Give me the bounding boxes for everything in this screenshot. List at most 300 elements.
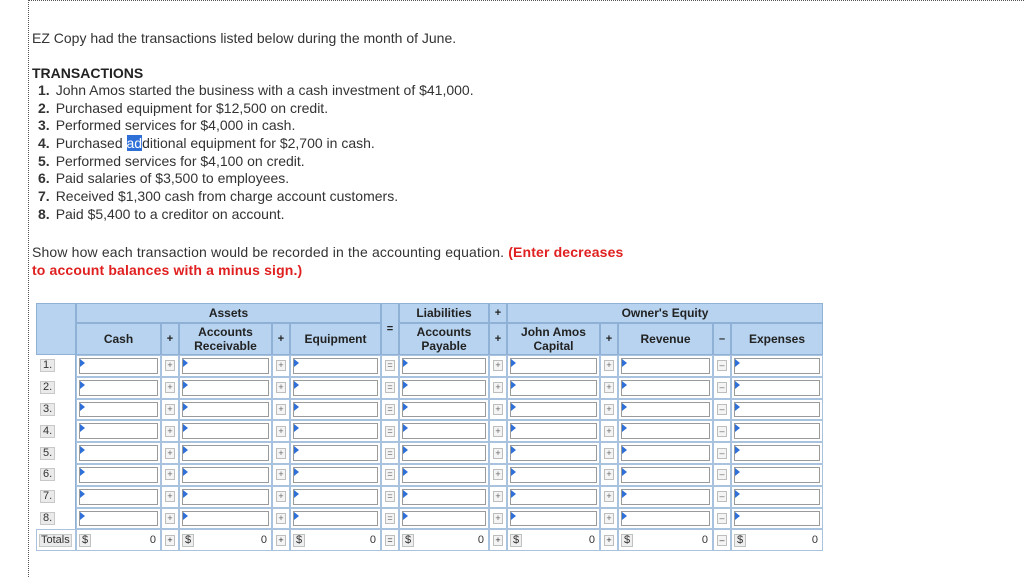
owners-equity-group-header — [507, 303, 823, 323]
minus-operator-header — [713, 323, 731, 355]
entry-input-equipment[interactable] — [293, 358, 378, 374]
operator-label: – — [718, 333, 726, 345]
equals-operator-total — [381, 529, 399, 551]
cell-revenue — [618, 464, 713, 486]
entry-input-cash[interactable] — [79, 402, 158, 418]
minus-operator-cell — [713, 399, 731, 421]
cell-equipment — [290, 420, 381, 442]
operator-label: + — [277, 333, 285, 345]
minus-operator-cell — [713, 486, 731, 508]
transaction-item — [38, 135, 474, 153]
row-label — [36, 508, 76, 530]
entry-input-accounts-payable[interactable] — [402, 358, 486, 374]
entry-input-expenses[interactable] — [734, 358, 820, 374]
operator-sign: + — [165, 513, 175, 524]
entry-input-revenue[interactable] — [621, 358, 710, 374]
plus-operator-cell — [489, 442, 507, 464]
transaction-text: John Amos started the business with a cash investment of $41,000. — [55, 82, 474, 98]
plus-operator-cell — [600, 508, 618, 530]
column-header-john-amos-capital — [507, 323, 600, 355]
header-corner — [36, 303, 76, 355]
total-accounts-receivable — [179, 529, 272, 551]
entry-input-john-amos-capital[interactable] — [510, 511, 597, 527]
assets-group-header — [76, 303, 381, 323]
entry-input-accounts-payable[interactable] — [402, 489, 486, 505]
input-marker-icon — [183, 446, 188, 454]
transaction-number: 6. — [38, 170, 50, 187]
entry-input-cash[interactable] — [79, 423, 158, 439]
plus-operator-cell — [489, 399, 507, 421]
operator-sign: – — [717, 382, 727, 393]
plus-operator-cell — [272, 508, 290, 530]
entry-input-accounts-receivable[interactable] — [182, 423, 269, 439]
input-marker-icon — [735, 512, 740, 520]
row-label — [36, 377, 76, 399]
cell-john-amos-capital — [507, 420, 600, 442]
entry-input-accounts-receivable[interactable] — [182, 511, 269, 527]
operator-sign: – — [717, 469, 727, 480]
cell-accounts-payable — [399, 486, 489, 508]
plus-operator-cell — [489, 508, 507, 530]
plus-operator-cell — [161, 464, 179, 486]
row-number: 6. — [40, 468, 55, 481]
operator-label: + — [494, 307, 502, 319]
cell-expenses — [731, 508, 823, 530]
entry-input-accounts-receivable[interactable] — [182, 467, 269, 483]
cell-equipment — [290, 399, 381, 421]
entry-input-accounts-payable[interactable] — [402, 423, 486, 439]
cell-accounts-receivable — [179, 508, 272, 530]
transaction-item — [38, 100, 474, 118]
column-header-cash — [76, 323, 161, 355]
entry-input-equipment[interactable] — [293, 467, 378, 483]
question-intro: EZ Copy had the transactions listed below during the month of June. — [32, 30, 457, 46]
input-marker-icon — [511, 490, 516, 498]
plus-operator-cell — [272, 486, 290, 508]
transaction-text: Performed services for $4,000 in cash. — [55, 117, 296, 134]
minus-operator-cell — [713, 464, 731, 486]
total-expenses — [731, 529, 823, 551]
entry-input-cash[interactable] — [79, 380, 158, 396]
operator-sign: – — [717, 360, 727, 371]
operator-sign: + — [604, 382, 614, 393]
cell-accounts-receivable — [179, 420, 272, 442]
cell-accounts-payable — [399, 399, 489, 421]
entry-input-equipment[interactable] — [293, 511, 378, 527]
minus-operator-cell — [713, 442, 731, 464]
plus-operator-cell — [161, 508, 179, 530]
total-value: 0 — [588, 534, 595, 547]
transaction-text: Performed services for $4,100 on credit. — [55, 152, 305, 169]
row-number: 1. — [40, 359, 55, 372]
cell-accounts-payable — [399, 377, 489, 399]
plus-operator-cell — [272, 420, 290, 442]
entry-input-equipment[interactable] — [293, 380, 378, 396]
input-marker-icon — [294, 512, 299, 520]
plus-operator-cell — [489, 464, 507, 486]
operator-sign: + — [165, 360, 175, 371]
owners-equity-label: Owner's Equity — [621, 306, 709, 320]
input-marker-icon — [80, 403, 85, 411]
row-label — [36, 486, 76, 508]
input-marker-icon — [183, 403, 188, 411]
plus-operator-cell — [161, 355, 179, 377]
operator-sign: = — [385, 404, 395, 415]
cell-john-amos-capital — [507, 464, 600, 486]
operator-sign: – — [717, 404, 727, 415]
entry-input-expenses[interactable] — [734, 402, 820, 418]
cell-cash — [76, 464, 161, 486]
entry-input-expenses[interactable] — [734, 380, 820, 396]
cell-equipment — [290, 442, 381, 464]
input-marker-icon — [294, 403, 299, 411]
input-marker-icon — [294, 468, 299, 476]
total-revenue — [618, 529, 713, 551]
entry-input-john-amos-capital[interactable] — [510, 489, 597, 505]
input-marker-icon — [80, 446, 85, 454]
plus-operator-cell — [600, 399, 618, 421]
entry-input-equipment[interactable] — [293, 423, 378, 439]
cell-equipment — [290, 377, 381, 399]
input-marker-icon — [403, 424, 408, 432]
entry-input-accounts-receivable[interactable] — [182, 380, 269, 396]
cell-accounts-payable — [399, 464, 489, 486]
row-label — [36, 399, 76, 421]
equals-operator-cell — [381, 420, 399, 442]
operator-sign: + — [493, 360, 503, 371]
entry-input-equipment[interactable] — [293, 489, 378, 505]
plus-operator-cell — [272, 442, 290, 464]
cell-accounts-payable — [399, 508, 489, 530]
input-marker-icon — [511, 468, 516, 476]
row-number: 2. — [40, 381, 55, 394]
operator-sign: = — [385, 491, 395, 502]
column-header-accounts-receivable — [179, 323, 272, 355]
cell-accounts-payable — [399, 442, 489, 464]
operator-sign: + — [165, 426, 175, 437]
entry-input-john-amos-capital[interactable] — [510, 380, 597, 396]
liabilities-group-header — [399, 303, 489, 323]
entry-input-accounts-payable[interactable] — [402, 445, 486, 461]
entry-input-revenue[interactable] — [621, 445, 710, 461]
total-value: 0 — [811, 534, 818, 547]
total-value: 0 — [369, 534, 376, 547]
input-marker-icon — [294, 424, 299, 432]
input-marker-icon — [183, 490, 188, 498]
column-header-label: Expenses — [748, 332, 806, 346]
transaction-number: 8. — [38, 205, 50, 222]
equals-operator-cell — [381, 399, 399, 421]
operator-sign: = — [385, 360, 395, 371]
operator-sign: + — [604, 404, 614, 415]
input-marker-icon — [294, 359, 299, 367]
cell-accounts-receivable — [179, 355, 272, 377]
input-marker-icon — [183, 424, 188, 432]
instruction-text: Show how each transaction would be recorded in the accounting equation. (Enter decreases to account balances with a minus sign.) — [32, 244, 624, 278]
input-marker-icon — [403, 446, 408, 454]
instruction-emphasis: (Enter decreases to account balances with a minus sign.) — [32, 244, 624, 278]
plus-operator-cell — [600, 377, 618, 399]
plus-operator-cell — [489, 420, 507, 442]
entry-input-revenue[interactable] — [621, 511, 710, 527]
entry-input-accounts-receivable[interactable] — [182, 489, 269, 505]
operator-sign: + — [165, 491, 175, 502]
input-marker-icon — [735, 424, 740, 432]
input-marker-icon — [622, 424, 627, 432]
operator-label: + — [494, 333, 502, 345]
cell-expenses — [731, 399, 823, 421]
entry-input-expenses[interactable] — [734, 511, 820, 527]
input-marker-icon — [622, 446, 627, 454]
transaction-text: Paid salaries of $3,500 to employees. — [55, 170, 290, 187]
input-marker-icon — [403, 359, 408, 367]
column-header-accounts-payable — [399, 323, 489, 355]
entry-input-accounts-receivable[interactable] — [182, 402, 269, 418]
operator-sign: + — [604, 360, 614, 371]
entry-input-revenue[interactable] — [621, 489, 710, 505]
cell-revenue — [618, 355, 713, 377]
row-label — [36, 442, 76, 464]
cell-john-amos-capital — [507, 355, 600, 377]
entry-input-accounts-receivable[interactable] — [182, 358, 269, 374]
input-marker-icon — [511, 359, 516, 367]
accounting-equation-table — [36, 303, 823, 551]
operator-label: = — [386, 323, 394, 335]
operator-sign: + — [493, 426, 503, 437]
cell-accounts-receivable — [179, 442, 272, 464]
plus-operator-total — [272, 529, 290, 551]
cell-accounts-receivable — [179, 399, 272, 421]
input-marker-icon — [622, 381, 627, 389]
entry-input-cash[interactable] — [79, 467, 158, 483]
entry-input-revenue[interactable] — [621, 423, 710, 439]
operator-sign: + — [165, 469, 175, 480]
plus-operator-cell — [161, 420, 179, 442]
operator-sign: + — [493, 513, 503, 524]
cell-expenses — [731, 464, 823, 486]
plus-operator-header — [489, 303, 507, 323]
operator-sign: + — [604, 491, 614, 502]
operator-sign: + — [606, 534, 612, 545]
currency-sign: $ — [510, 534, 522, 547]
transaction-number: 4. — [38, 135, 50, 152]
cell-cash — [76, 377, 161, 399]
operator-sign: = — [385, 513, 395, 524]
operator-sign: + — [604, 448, 614, 459]
entry-input-revenue[interactable] — [621, 467, 710, 483]
input-marker-icon — [511, 512, 516, 520]
operator-sign: + — [493, 469, 503, 480]
input-marker-icon — [80, 381, 85, 389]
entry-input-expenses[interactable] — [734, 445, 820, 461]
transaction-number: 2. — [38, 99, 50, 116]
transaction-text: Received $1,300 cash from charge account customers. — [55, 188, 399, 205]
plus-operator-cell — [272, 377, 290, 399]
transaction-number: 3. — [38, 117, 50, 134]
operator-sign: + — [604, 469, 614, 480]
entry-input-accounts-payable[interactable] — [402, 511, 486, 527]
transaction-item — [38, 82, 474, 100]
input-marker-icon — [622, 512, 627, 520]
column-header-expenses — [731, 323, 823, 355]
row-label — [36, 464, 76, 486]
plus-operator-cell — [600, 464, 618, 486]
total-value: 0 — [149, 534, 156, 547]
entry-input-revenue[interactable] — [621, 380, 710, 396]
input-marker-icon — [183, 512, 188, 520]
entry-input-john-amos-capital[interactable] — [510, 423, 597, 439]
input-marker-icon — [403, 403, 408, 411]
cell-cash — [76, 355, 161, 377]
entry-input-expenses[interactable] — [734, 467, 820, 483]
operator-sign: + — [276, 513, 286, 524]
entry-input-accounts-receivable[interactable] — [182, 445, 269, 461]
operator-sign: + — [276, 404, 286, 415]
cell-equipment — [290, 355, 381, 377]
operator-sign: – — [717, 448, 727, 459]
cell-expenses — [731, 377, 823, 399]
entry-input-john-amos-capital[interactable] — [510, 467, 597, 483]
plus-operator-header — [600, 323, 618, 355]
entry-input-john-amos-capital[interactable] — [510, 358, 597, 374]
transaction-number: 5. — [38, 152, 50, 169]
selected-text: ad — [126, 135, 143, 152]
currency-sign: $ — [79, 534, 91, 547]
entry-input-cash[interactable] — [79, 489, 158, 505]
plus-operator-total — [600, 529, 618, 551]
entry-input-accounts-payable[interactable] — [402, 402, 486, 418]
transactions-list — [38, 82, 474, 224]
equals-operator-cell — [381, 442, 399, 464]
entry-input-expenses[interactable] — [734, 489, 820, 505]
input-marker-icon — [183, 381, 188, 389]
operator-sign: = — [385, 469, 395, 480]
column-header-label: Equipment — [304, 332, 367, 346]
input-marker-icon — [80, 359, 85, 367]
input-marker-icon — [735, 468, 740, 476]
entry-input-accounts-payable[interactable] — [402, 467, 486, 483]
input-marker-icon — [735, 381, 740, 389]
plus-operator-cell — [272, 464, 290, 486]
column-header-label: Accounts Receivable — [194, 325, 257, 353]
equals-operator-cell — [381, 486, 399, 508]
operator-sign: + — [495, 534, 501, 545]
operator-sign: – — [717, 426, 727, 437]
entry-input-john-amos-capital[interactable] — [510, 445, 597, 461]
totals-label-cell — [36, 529, 76, 551]
cell-accounts-receivable — [179, 464, 272, 486]
cell-equipment — [290, 508, 381, 530]
plus-operator-cell — [489, 486, 507, 508]
minus-operator-cell — [713, 377, 731, 399]
plus-operator-cell — [600, 442, 618, 464]
cell-john-amos-capital — [507, 377, 600, 399]
transaction-item — [38, 188, 474, 206]
transaction-text: ditional equipment for $2,700 in cash. — [142, 135, 375, 152]
plus-operator-cell — [600, 420, 618, 442]
input-marker-icon — [511, 403, 516, 411]
total-accounts-payable — [399, 529, 489, 551]
minus-operator-total — [713, 529, 731, 551]
plus-operator-cell — [489, 355, 507, 377]
input-marker-icon — [294, 446, 299, 454]
cell-equipment — [290, 486, 381, 508]
entry-input-revenue[interactable] — [621, 402, 710, 418]
row-number: 8. — [40, 512, 55, 525]
minus-operator-cell — [713, 508, 731, 530]
currency-sign: $ — [402, 534, 414, 547]
total-equipment — [290, 529, 381, 551]
minus-operator-cell — [713, 355, 731, 377]
entry-input-equipment[interactable] — [293, 445, 378, 461]
entry-input-cash[interactable] — [79, 511, 158, 527]
cell-expenses — [731, 420, 823, 442]
input-marker-icon — [80, 490, 85, 498]
operator-sign: – — [717, 491, 727, 502]
operator-sign: + — [167, 534, 173, 545]
currency-sign: $ — [734, 534, 746, 547]
entry-input-cash[interactable] — [79, 358, 158, 374]
total-value: 0 — [260, 534, 267, 547]
cell-john-amos-capital — [507, 508, 600, 530]
entry-input-expenses[interactable] — [734, 423, 820, 439]
plus-operator-cell — [272, 355, 290, 377]
operator-sign: + — [276, 426, 286, 437]
transaction-text: Paid $5,400 to a creditor on account. — [55, 205, 285, 222]
input-marker-icon — [511, 446, 516, 454]
cell-john-amos-capital — [507, 399, 600, 421]
row-label — [36, 420, 76, 442]
plus-operator-header — [272, 323, 290, 355]
input-marker-icon — [735, 403, 740, 411]
frame-top-border — [28, 0, 1024, 1]
cell-accounts-payable — [399, 355, 489, 377]
operator-sign: = — [385, 382, 395, 393]
currency-sign: $ — [182, 534, 194, 547]
input-marker-icon — [622, 403, 627, 411]
equals-operator-cell — [381, 508, 399, 530]
total-value: 0 — [477, 534, 484, 547]
equals-operator-cell — [381, 464, 399, 486]
cell-revenue — [618, 442, 713, 464]
plus-operator-total — [161, 529, 179, 551]
liabilities-label: Liabilities — [416, 306, 472, 320]
cell-accounts-receivable — [179, 486, 272, 508]
entry-input-john-amos-capital[interactable] — [510, 402, 597, 418]
input-marker-icon — [511, 381, 516, 389]
cell-cash — [76, 442, 161, 464]
cell-expenses — [731, 486, 823, 508]
entry-input-cash[interactable] — [79, 445, 158, 461]
operator-sign: + — [276, 448, 286, 459]
input-marker-icon — [183, 468, 188, 476]
plus-operator-cell — [600, 355, 618, 377]
column-header-label: Revenue — [640, 332, 691, 346]
input-marker-icon — [735, 446, 740, 454]
plus-operator-cell — [161, 486, 179, 508]
input-marker-icon — [735, 359, 740, 367]
entry-input-accounts-payable[interactable] — [402, 380, 486, 396]
transaction-item — [38, 153, 474, 171]
entry-input-equipment[interactable] — [293, 402, 378, 418]
column-header-label: Accounts Payable — [416, 325, 472, 353]
assets-label: Assets — [208, 306, 249, 320]
plus-operator-total — [489, 529, 507, 551]
row-number: 3. — [40, 403, 55, 416]
cell-expenses — [731, 442, 823, 464]
transaction-item — [38, 206, 474, 224]
equals-operator-cell — [381, 355, 399, 377]
